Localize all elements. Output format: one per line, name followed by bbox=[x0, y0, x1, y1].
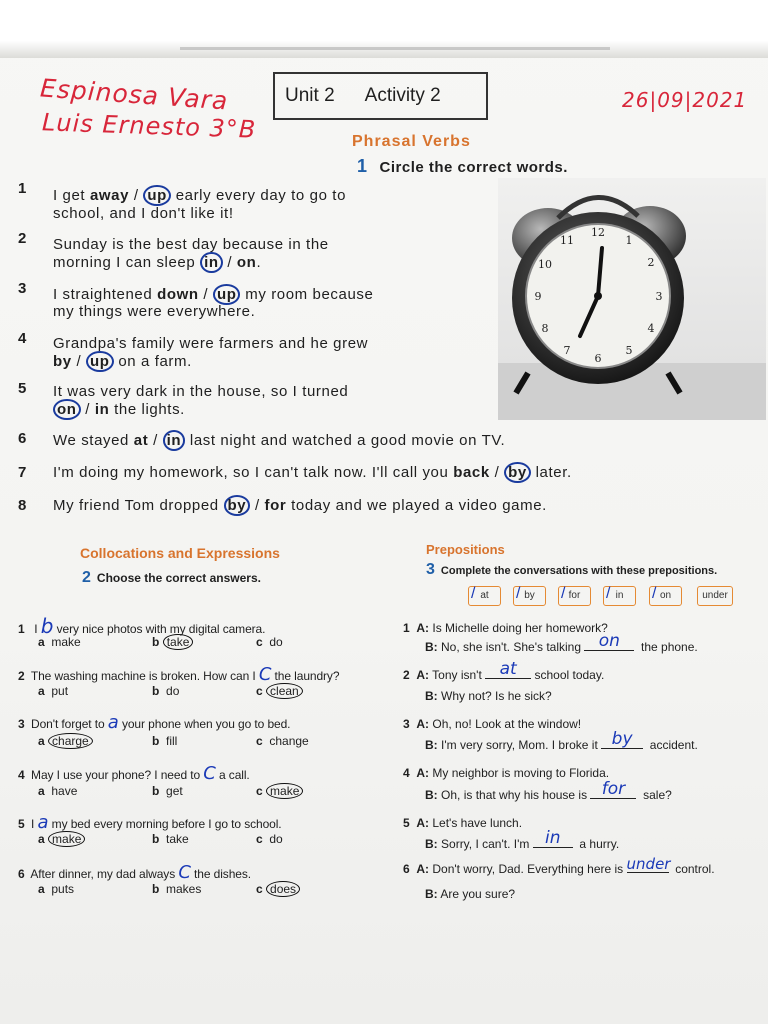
item-text-line2: school, and I don't like it! bbox=[53, 205, 234, 222]
handwritten-fill: for bbox=[601, 779, 626, 799]
svg-text:9: 9 bbox=[534, 290, 542, 303]
prepositions-title: Prepositions bbox=[426, 542, 505, 557]
handwritten-fill: under bbox=[626, 855, 671, 873]
handwritten-answer: C bbox=[258, 664, 272, 685]
circled-option: charge bbox=[48, 733, 93, 749]
date-handwritten: 26|09|2021 bbox=[622, 88, 748, 112]
circled-answer: in bbox=[163, 430, 186, 451]
handwritten-answer: a bbox=[107, 712, 119, 733]
svg-text:1: 1 bbox=[625, 234, 633, 247]
handwritten-fill: at bbox=[499, 659, 517, 679]
circled-answer: in bbox=[200, 252, 223, 273]
conversation-6-a: 6 A: Don't worry, Dad. Everything here is under control. bbox=[403, 855, 715, 876]
item-number: 8 bbox=[18, 497, 27, 514]
crossed-out-mark-icon: / bbox=[561, 585, 566, 602]
conversation-6-b: B: Are you sure? bbox=[425, 887, 516, 901]
svg-text:6: 6 bbox=[594, 352, 602, 365]
item-text-line1: Sunday is the best day because in the bbox=[53, 236, 329, 253]
section-2-heading bbox=[82, 569, 261, 587]
item-number: 7 bbox=[18, 464, 27, 481]
collocation-question-1: 1 I b very nice photos with my digital camera. bbox=[18, 614, 266, 638]
svg-text:3: 3 bbox=[655, 290, 663, 303]
conversation-2-b: B: Why not? Is he sick? bbox=[425, 689, 552, 703]
conversation-2-a: 2 A: Tony isn't at school today. bbox=[403, 659, 605, 682]
circled-option: make bbox=[266, 783, 303, 799]
section-1-number: 1 bbox=[357, 156, 368, 176]
svg-text:7: 7 bbox=[563, 344, 571, 357]
preposition-box-for: for / bbox=[558, 586, 591, 606]
conversation-5-b: B: Sorry, I can't. I'm in a hurry. bbox=[425, 828, 620, 851]
circled-answer: up bbox=[86, 351, 114, 372]
student-name-line2: Luis Ernesto 3°B bbox=[41, 108, 257, 144]
conversation-4-a: 4 A: My neighbor is moving to Florida. bbox=[403, 766, 610, 780]
handwritten-fill: by bbox=[611, 729, 633, 749]
conversation-4-b: B: Oh, is that why his house is for sale? bbox=[425, 779, 672, 802]
handwritten-fill: in bbox=[544, 828, 561, 848]
collocation-question-6: 6 After dinner, my dad always C the dishes. bbox=[18, 862, 251, 883]
handwritten-answer: C bbox=[178, 862, 191, 883]
circled-answer: up bbox=[213, 284, 241, 305]
item-text-line1: It was very dark in the house, so I turned bbox=[53, 383, 349, 400]
circled-option: take bbox=[163, 634, 194, 650]
item-text: morning I can sleep in / on. bbox=[53, 254, 262, 271]
circled-answer: by bbox=[504, 462, 531, 483]
section-1-heading bbox=[357, 156, 568, 177]
handwritten-answer: C bbox=[203, 763, 216, 784]
preposition-box-at: at / bbox=[468, 586, 501, 606]
alarm-clock-photo bbox=[498, 178, 766, 420]
page-edge-line bbox=[180, 47, 610, 50]
phrasal-verbs-title: Phrasal Verbs bbox=[352, 133, 471, 150]
section-3-number: 3 bbox=[426, 561, 435, 578]
preposition-box-under: under bbox=[697, 586, 733, 606]
handwritten-answer: b bbox=[40, 614, 54, 638]
item-text-line2: my things were everywhere. bbox=[53, 303, 256, 320]
preposition-box-in: in / bbox=[603, 586, 636, 606]
item-text: I get away / up early every day to go to bbox=[53, 187, 347, 204]
section-3-instruction: Complete the conversations with these prepositions. bbox=[440, 565, 718, 577]
conversation-3-b: B: I'm very sorry, Mom. I broke it by accident. bbox=[425, 729, 698, 752]
preposition-box-on: on / bbox=[649, 586, 682, 606]
student-name-line1: Espinosa Vara bbox=[39, 73, 230, 116]
crossed-out-mark-icon: / bbox=[652, 585, 657, 602]
unit-label: Unit 2 bbox=[285, 85, 335, 106]
collocation-question-5: 5 I a my bed every morning before I go to school. bbox=[18, 812, 282, 833]
conversation-1-b: B: No, she isn't. She's talking on the phone. bbox=[425, 631, 698, 654]
circled-option: make bbox=[48, 831, 85, 847]
collocation-question-3: 3 Don't forget to a your phone when you go to bed. bbox=[18, 712, 291, 733]
item-text: We stayed at / in last night and watched a good movie on TV. bbox=[53, 432, 506, 449]
worksheet-page: Espinosa Vara Luis Ernesto 3°B 26|09|2021 Unit 2 Activity 2 Phrasal Verbs 1 Circle the correct words. 1 I get away / up early every day to go to school, and I don't like it! 2 Sunday is the best day because in the morning I can sleep in / on. 3 I straightened down / up my room because my things were everywhere. 4 Grandpa's family were farmers and he grew by / up on a farm. 5 It was very dark in the house, so I turned on / in the lights. 6 We stayed at / in last night and watched a good movie on TV. 7 I'm doing my homework, so I can't talk now. I'll call you back / by later. 8 My friend Tom dropped by / for today and we played a video game. 12 1 2 3 4 5 6 7 8 9 10 11 Collocations and Expressions 2 Choose the correct answers. 1 I b very nice photos with my digital camera. a make b take c do 2 The washing machine is broken. How can I C the laundry? a put b do c clean 3 Don't forget to a your phone when you go to bed. a charge b fill c change 4 May I use your phone? I need to C a call. a have b get c make 5 I a my bed every morning before I go to school. a make b take c do 6 After dinner, my dad always C the dishes. a puts b makes c does Prepositions 3 Complete the conversations with these prepositions. at / by / for / in / on / under 1 A: Is Michelle doing her homework? B: No, she isn't. She's talking on the phone. 2 A: Tony isn't at school today. B: Why not? Is he sick? 3 A: Oh, no! Look at the window! B: I'm very sorry, Mom. I broke it by accident. 4 A: My neighbor is moving to Florida. B: Oh, is that why his house is for sale? 5 A: Let's have lunch. B: Sorry, I can't. I'm in a hurry. 6 A: Don't worry, Dad. Everything here is under control. B: Are you sure? bbox=[0, 0, 768, 1024]
crossed-out-mark-icon: / bbox=[471, 585, 476, 602]
item-text: I'm doing my homework, so I can't talk now. I'll call you back / by later. bbox=[53, 464, 572, 481]
circled-answer: up bbox=[143, 185, 171, 206]
item-text: by / up on a farm. bbox=[53, 353, 192, 370]
circled-answer: by bbox=[224, 495, 251, 516]
item-number: 4 bbox=[18, 330, 27, 347]
circled-option: does bbox=[266, 881, 300, 897]
section-1-instruction: Circle the correct words. bbox=[379, 159, 568, 176]
item-number: 5 bbox=[18, 380, 27, 397]
activity-label: Activity 2 bbox=[364, 85, 441, 106]
handwritten-answer: a bbox=[37, 812, 49, 833]
preposition-box-by: by / bbox=[513, 586, 546, 606]
crossed-out-mark-icon: / bbox=[606, 585, 611, 602]
section-2-number: 2 bbox=[82, 569, 91, 586]
handwritten-fill: on bbox=[598, 631, 620, 651]
item-text-line1: Grandpa's family were farmers and he grew bbox=[53, 335, 369, 352]
item-text: on / in the lights. bbox=[53, 401, 185, 418]
collocation-question-4: 4 May I use your phone? I need to C a call. bbox=[18, 763, 250, 784]
crossed-out-mark-icon: / bbox=[516, 585, 521, 602]
item-number: 6 bbox=[18, 430, 27, 447]
conversation-1-a: 1 A: Is Michelle doing her homework? bbox=[403, 621, 608, 635]
svg-text:4: 4 bbox=[647, 322, 655, 335]
conversation-3-a: 3 A: Oh, no! Look at the window! bbox=[403, 717, 582, 731]
item-number: 1 bbox=[18, 180, 27, 197]
item-number: 3 bbox=[18, 280, 27, 297]
svg-text:5: 5 bbox=[625, 344, 633, 357]
section-2-instruction: Choose the correct answers. bbox=[96, 571, 261, 585]
svg-text:11: 11 bbox=[560, 234, 574, 247]
alarm-clock-icon bbox=[498, 178, 766, 420]
section-3-heading bbox=[426, 561, 717, 579]
svg-text:8: 8 bbox=[541, 322, 549, 335]
collocations-title: Collocations and Expressions bbox=[80, 545, 280, 561]
conversation-5-a: 5 A: Let's have lunch. bbox=[403, 816, 523, 830]
item-text: I straightened down / up my room because bbox=[53, 286, 374, 303]
unit-activity-box bbox=[273, 72, 488, 120]
collocation-question-2: 2 The washing machine is broken. How can I C the laundry? bbox=[18, 664, 340, 685]
clock-number-12: 12 bbox=[591, 226, 605, 239]
item-number: 2 bbox=[18, 230, 27, 247]
circled-answer: on bbox=[53, 399, 81, 420]
svg-text:2: 2 bbox=[647, 256, 655, 269]
item-text: My friend Tom dropped by / for today and we played a video game. bbox=[53, 497, 547, 514]
svg-text:10: 10 bbox=[538, 258, 552, 271]
circled-option: clean bbox=[266, 683, 303, 699]
